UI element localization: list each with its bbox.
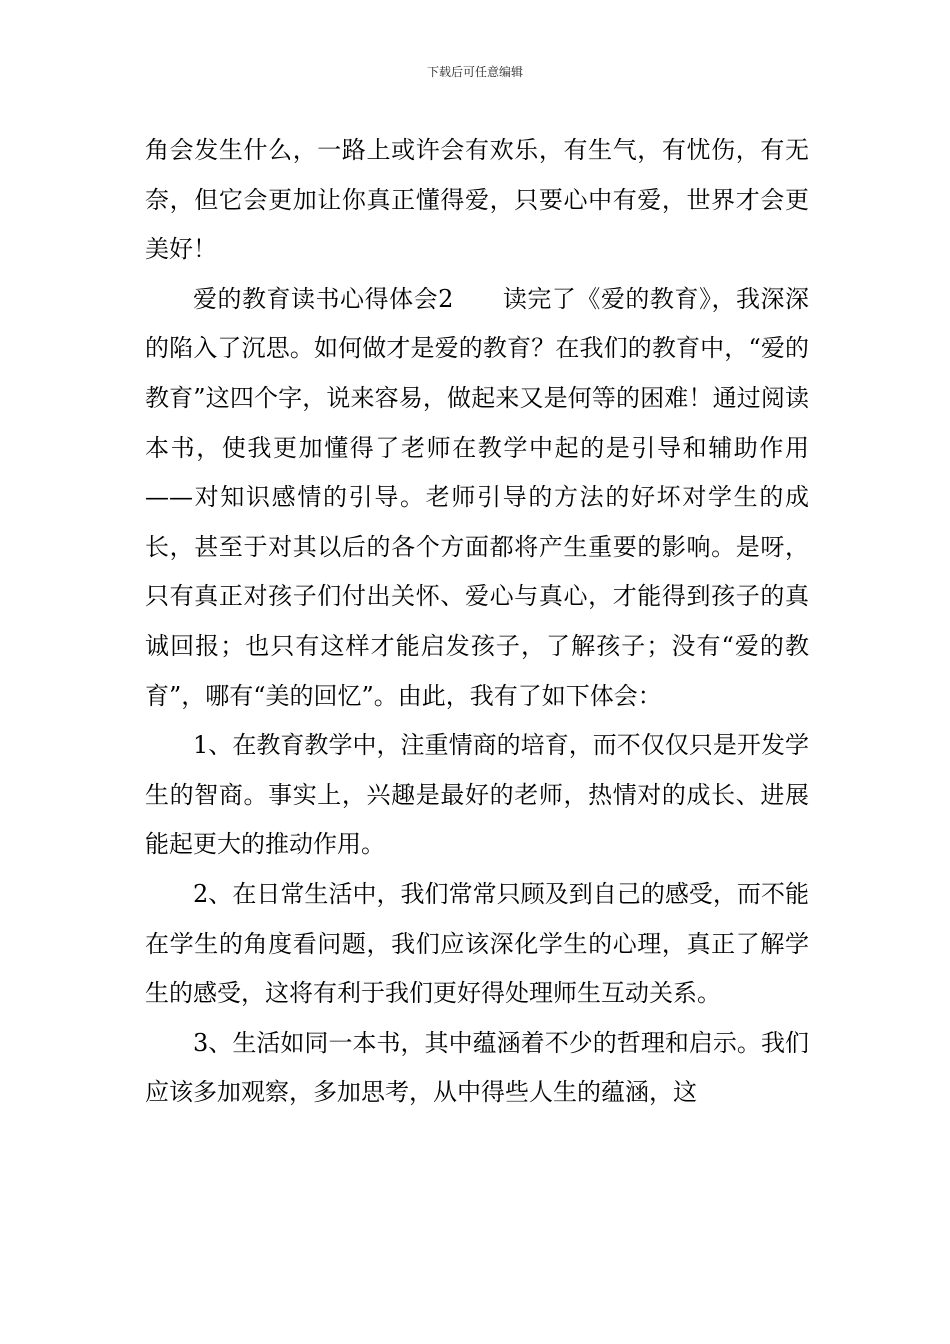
page-header-note: 下载后可任意编辑 [426, 65, 523, 79]
paragraph-point-1: 1、在教育教学中，注重情商的培育，而不仅仅只是开发学生的智商。事实上，兴趣是最好的老师，热情对的成长、进展能起更大的推动作用。 [145, 731, 809, 859]
paragraph-essay-intro: 爱的教育读书心得体会2 读完了《爱的教育》，我深深的陷入了沉思。如何做才是爱的教育？在我们的教育中，“爱的教育”这四个字，说来容易，做起来又是何等的困难！通过阅读本书，使我更加懂得了老师在教学中起的是引导和辅助作用——对知识感情的引导。老师引导的方法的好坏对学生的成长，甚至于对其以后的各个方面都将产生重要的影响。是呀，只有真正对孩子们付出关怀、爱心与真心，才能得到孩子的真诚回报；也只有这样才能启发孩子，了解孩子；没有“爱的教育”，哪有“美的回忆”。由此，我有了如下体会： [145, 284, 809, 710]
paragraph-point-2: 2、在日常生活中，我们常常只顾及到自己的感受，而不能在学生的角度看问题，我们应该深化学生的心理，真正了解学生的感受，这将有利于我们更好得处理师生互动关系。 [145, 879, 809, 1008]
paragraph-continuation: 角会发生什么，一路上或许会有欢乐，有生气，有忧伤，有无奈，但它会更加让你真正懂得爱，只要心中有爱，世界才会更美好！ [145, 136, 809, 264]
document-body [145, 126, 809, 1118]
paragraph-point-3: 3、生活如同一本书，其中蕴涵着不少的哲理和启示。我们应该多加观察，多加思考，从中得些人生的蕴涵，这 [145, 1028, 809, 1107]
